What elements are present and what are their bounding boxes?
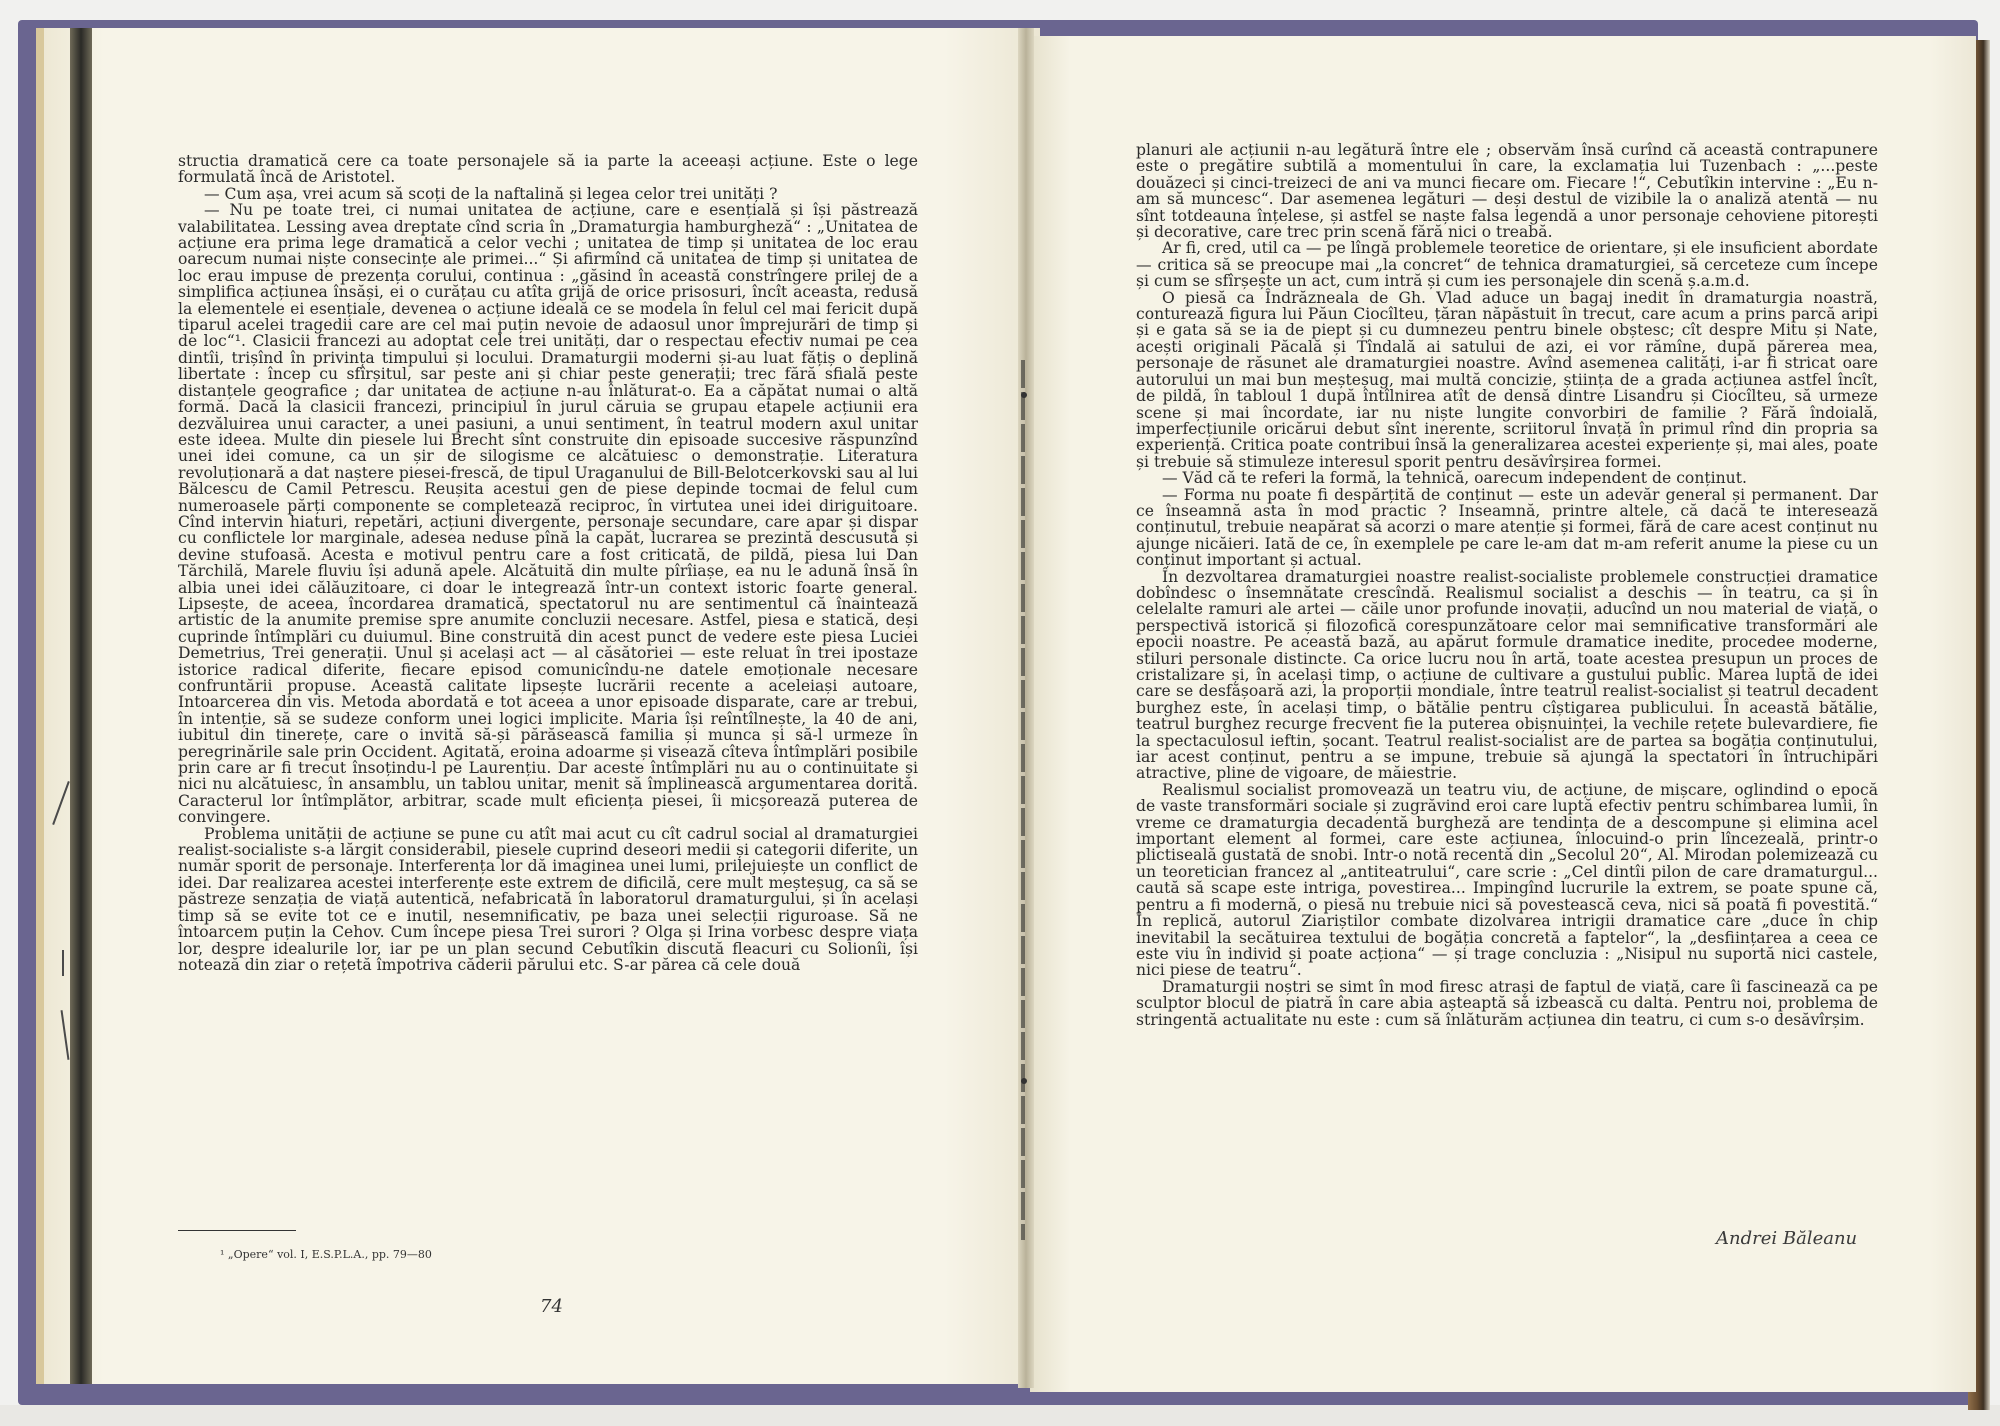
paragraph: — Forma nu poate fi despărțită de conținut — este un adevăr general și permanent. Dar ce înseamnă asta în mod practic ? Inseamnă, printre altele, că dacă te interesează conținutul, trebuie neapărat să acorzi o mare atenție și formei, fără de care acest conținut nu ajunge nicăieri. Iată de ce, în exemplele pe care le-am dat m-am referit anume la piese cu un conținut important și actual. [1136, 485, 1878, 570]
author-signature: Andrei Băleanu [1716, 1228, 1858, 1249]
paragraph: — Văd că te referi la formă, la tehnică, oarecum independent de conținut. [1162, 469, 1747, 488]
paragraph: — Nu pe toate trei, ci numai unitatea de acțiune, care e esențială și își păstrează valabilitatea. Lessing avea dreptate cînd scria în „Dramaturgia hamburgheză“ : „Unitatea de acțiune era prima lege dramatică a celor vechi ; unitatea de timp și unitatea de loc erau oarecum numai niște consecințe ale primei...“ Și afirmînd că unitatea de timp și unitatea de loc erau impuse de prezența corului, continua : „găsind în această constrîngere prilej de a simplifica acțiunea însăși, ei o curățau cu atîta grijă de orice prisosuri, încît aceasta, redusă la elementele ei esențiale, devenea o acțiune ideală ce se modela în felul cel mai fericit după tiparul acelei tragedii care are cel mai puțin nevoie de adaosul unor împrejurări de timp și de loc“¹. Clasicii francezi au adoptat cele trei unități, dar o respectau efectiv numai pe cea dintîi, trișînd în privința timpului și locului. Dramaturgii moderni și-au luat fățiș o deplină libertate : încep cu sfîrșitul, sar peste ani și chiar peste generații; trec fără sfială peste distanțele geografice ; dar unitatea de acțiune n-au înlăturat-o. Ea a căpătat numai o altă formă. Dacă la clasicii francezi, principiul în jurul căruia se grupau etapele acțiunii era dezvăluirea unui caracter, a unei pasiuni, a unui sentiment, în teatrul modern axul unitar este ideea. Multe din piesele lui Brecht sînt construite din episoade succesive răspunzînd unei idei comune, ca un șir de silogisme ce alcătuiesc o demonstrație. Literatura revoluționară a dat naștere piesei-frescă, de tipul Uraganului de Bill-Belotcerkovski sau al lui Bălcescu de Camil Petrescu. Reușita acestui gen de piese depinde tocmai de felul cum numeroasele părți componente se completează reciproc, în virtutea unei idei diriguitoare. Cînd intervin hiaturi, repetări, acțiuni divergente, personaje secundare, care apar și dispar cu conflictele lor marginale, adesea neduse pînă la capăt, lucrarea se prezintă descusută și devine stufoasă. Acesta e motivul pentru care a fost criticată, de pildă, piesa lui Dan Tărchilă, Marele fluviu își adună apele. Alcătuită din multe pîrîiașe, ea nu le adună însă în albia unei idei călăuzitoare, ci doar le integrează într-un context istoric foarte general. Lipsește, de aceea, încordarea dramatică, spectatorul nu are sentimentul că înaintează artistic de la anumite premise spre anumite concluzii necesare. Astfel, piesa e statică, deși cuprinde întîmplări cu duiumul. Bine construită din acest punct de vedere este piesa Luciei Demetrius, Trei generații. Unul și același act — al căsătoriei — este reluat în trei ipostaze istorice radical diferite, fiecare episod comunicîndu-ne datele emoționale necesare confruntării propuse. Această calitate lipsește lucrării recente a aceleiași autoare, Intoarcerea din vis. Metoda abordată e tot aceea a unor episoade disparate, care ar trebui, în intenție, să se sudeze conform unei logici implicite. Maria își reîntîlnește, la 40 de ani, iubitul din tinerețe, care o invită să-și părăsească familia și munca și să-l urmeze în peregrinările sale prin Occident. Agitată, eroina adoarme și visează cîteva întîmplări posibile prin care ar fi trecut însoțindu-l pe Laurențiu. Dar aceste întîmplări nu au o continuitate și nici nu alcătuiesc, în ansamblu, un tablou unitar, menit să împlinească argumentarea dorită. Caracterul lor întîmplător, arbitrar, scade mult eficiența piesei, îi micșorează puterea de convingere. [178, 201, 918, 827]
left-page-body [178, 153, 918, 973]
paragraph: planuri ale acțiunii n-au legătură între ele ; observăm însă curînd că această contrapunere este o pregătire subtilă a momentului în care, la exclamația lui Tuzenbach : „...peste douăzeci și cinci-treizeci de ani va munci fiecare om. Fiecare !“, Cebutîkin intervine : „Eu n-am să muncesc“. Dar asemenea legături — deși destul de vizibile la o analiză atentă — nu sînt totdeauna înțelese, și astfel se naște falsa legendă a unor personaje cehoviene pitorești și decorative, care trec prin scenă fără nici o treabă. [1136, 141, 1878, 242]
binding-stitch [1021, 360, 1025, 1240]
paragraph: Ar fi, cred, util ca — pe lîngă problemele teoretice de orientare, și ele insuficient abordate — critica să se preocupe mai „la concret“ de tehnica dramaturgiei, să cerceteze cum începe și cum se sfîrșește un act, cum intră și cum ies personajele din scenă ș.a.m.d. [1136, 239, 1878, 291]
right-page-body [1136, 142, 1878, 1028]
paragraph: Realismul socialist promovează un teatru viu, de acțiune, de mișcare, oglindind o epocă de vaste transformări sociale și zugrăvind eroi care luptă efectiv pentru schimbarea lumii, în vreme ce dramaturgia decadentă burgheză are tendința de a descompune și elimina acel important element al formei, care este acțiunea, înlocuind-o prin lîncezeală, printr-o plictiseală gustată de snobi. Intr-o notă recentă din „Secolul 20“, Al. Mirodan polemizează cu un teoretician francez al „antiteatrului“, care scrie : „Cel dintîi pilon de care dramaturgul... caută să scape este intriga, povestirea... Impingînd lucrurile la extrem, se poate spune că, pentru a fi modernă, o piesă nu trebuie nici să povestească ceva, nici să poată fi povestită.“ În replică, autorul Ziariștilor combate dizolvarea intrigii dramatice care „duce în chip inevitabil la secătuirea textului de bogăția concretă a faptelor“, la „desființarea a ceea ce este viu în individ și poate acționa“ — și trage concluzia : „Nisipul nu suportă nici castele, nici piese de teatru“. [1136, 780, 1878, 980]
left-page-edge [70, 28, 92, 1384]
paragraph: structia dramatică cere ca toate personajele să ia parte la aceeași acțiune. Este o lege formulată încă de Aristotel. [178, 152, 918, 187]
paragraph: Dramaturgii noștri se simt în mod firesc atrași de faptul de viață, care îi fascinează ca pe sculptor blocul de piatră în care abia așteaptă să izbească cu dalta. Pentru noi, problema de stringentă actualitate nu este : cum să înlăturăm acțiunea din teatru, ci cum s-o desăvîrșim. [1136, 977, 1878, 1029]
footnote-rule [178, 1230, 296, 1231]
binding-dot [1021, 1078, 1027, 1084]
paragraph: În dezvoltarea dramaturgiei noastre realist-socialiste problemele construcției dramatice dobîndesc o însemnătate crescîndă. Realismul socialist a deschis — în teatru, ca și în celelalte ramuri ale artei — căile unor profunde inovații, aducînd un nou material de viață, o perspectivă istorică și filozofică corespunzătoare celor mai semnificative transformări ale epocii noastre. Pe această bază, au apărut formule dramatice inedite, procedee moderne, stiluri personale distincte. Ca orice lucru nou în artă, toate acestea presupun un proces de cristalizare și, în același timp, o acțiune de cultivare a gustului public. Marea luptă de idei care se desfășoară azi, la proporții mondiale, între teatrul realist-socialist și teatrul decadent burghez este, în același timp, o bătălie pentru cîștigarea publicului. În această bătălie, teatrul burghez recurge frecvent fie la puterea obișnuinței, la vechile rețete bulevardiere, fie la spectaculosul ieftin, șocant. Teatrul realist-socialist are de partea sa bogăția conținutului, iar acest conținut, pentru a se impune, trebuie să ajungă la spectatori în întruchipări atractive, pline de vigoare, de măiestrie. [1136, 567, 1878, 783]
paragraph: Problema unității de acțiune se pune cu atît mai acut cu cît cadrul social al dramaturgiei realist-socialiste s-a lărgit considerabil, piesele cuprind deseori medii și categorii diferite, un număr sporit de personaje. Interferența lor dă imaginea unei lumi, prilejuiește un conflict de idei. Dar realizarea acestei interferențe este extrem de dificilă, cere mult meșteșug, ca să se păstreze senzația de viață autentică, nefabricată în laboratorul dramaturgului, și în același timp să se evite tot ce e inutil, nesemnificativ, pe baza unei selecții riguroase. Să ne întoarcem puțin la Cehov. Cum începe piesa Trei surori ? Olga și Irina vorbesc despre viața lor, despre idealurile lor, iar pe un plan secund Cebutîkin discută fleacuri cu Solionîi, își notează din ziar o rețetă împotriva căderii părului etc. S-ar părea că cele două [178, 824, 918, 974]
binding-dot [1021, 392, 1027, 398]
paragraph: O piesă ca Îndrăzneala de Gh. Vlad aduce un bagaj inedit în dramaturgia noastră, conturează figura lui Păun Ciocîlteu, țăran năpăstuit în trecut, care acum a prins parcă aripi și e gata să se ia de piept și cu dumnezeu pentru binele obștesc; cît despre Mitu și Nate, acești originali Păcală și Tîndală ai satului de azi, ei vor rămîne, după părerea mea, personaje de răsunet ale dramaturgiei noastre. Avînd asemenea calități, i-ar fi stricat oare autorului un mai bun meșteșug, mai multă concizie, știința de a grada acțiunea astfel încît, de pildă, în tabloul 1 după întîlnirea atît de densă dintre Lisandru și Ciocîlteu, să urmeze scene și mai încordate, iar nu niște lungite convorbiri de familie ? Fără îndoială, imperfecțiunile oricărui debut sînt inerente, scriitorul învață în primul rînd din propria sa experiență. Critica poate contribui însă la generalizarea acestei experiențe și, mai ales, poate și trebuie să stimuleze interesul sporit pentru desăvîrșirea formei. [1136, 288, 1878, 471]
paragraph: — Cum așa, vrei acum să scoți de la naftalină și legea celor trei unități ? [204, 184, 778, 203]
background-strip [0, 1405, 2000, 1426]
margin-pencil-mark [62, 950, 64, 976]
footnote: ¹ „Opere“ vol. I, E.S.P.L.A., pp. 79—80 [220, 1248, 432, 1261]
page-number: 74 [540, 1296, 563, 1317]
